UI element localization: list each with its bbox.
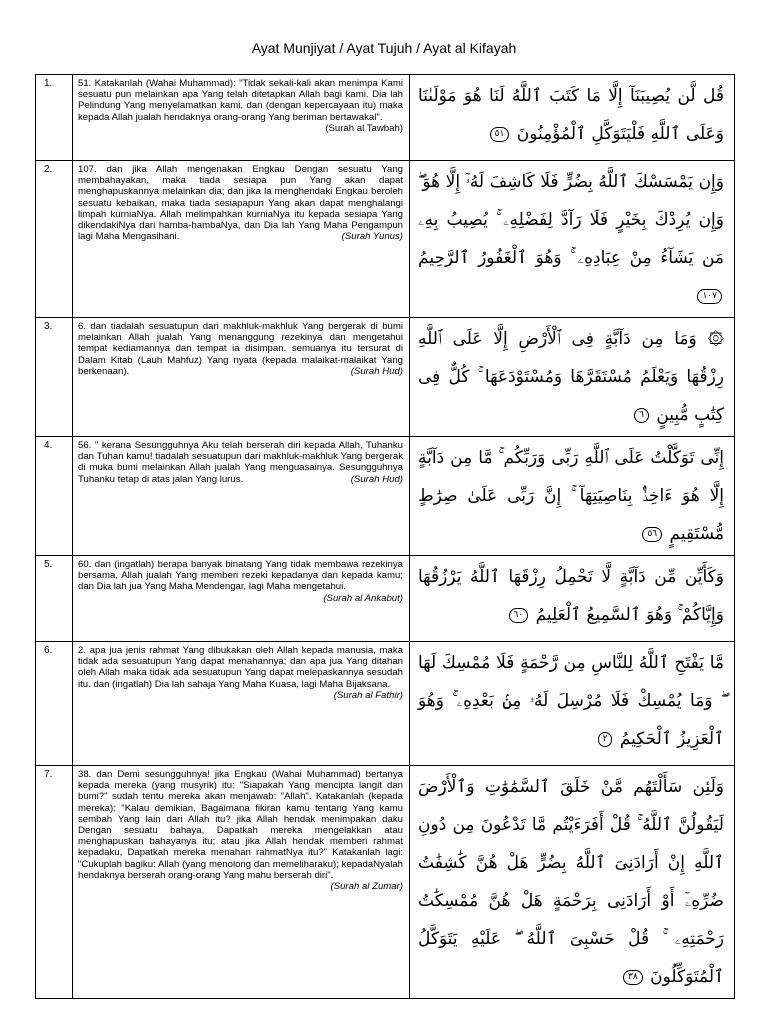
row-number: 5. bbox=[36, 556, 73, 642]
ayat-table-body bbox=[36, 75, 735, 999]
ayah-end-marker: ٥١ bbox=[490, 127, 510, 142]
arabic-verse-cell bbox=[410, 75, 735, 161]
ayah-end-marker: ٣٨ bbox=[623, 970, 643, 985]
table-row bbox=[36, 556, 735, 642]
translation-cell bbox=[73, 75, 410, 161]
surah-source: (Surah al Fathir) bbox=[333, 689, 403, 701]
table-row bbox=[36, 642, 735, 766]
table-row bbox=[36, 75, 735, 161]
surah-source: (Surah Hud) bbox=[350, 473, 403, 485]
translation-text: 2. apa jua jenis rahmat Yang dibukakan oleh Allah kepada manusia, maka tidak ada sesuatupun Yang dapat menahannya; dan apa jua Yang ditahan oleh Allah maka tidak ada sesuatupun Yang dapat melepaskannya sesudah itu. dan (ingatlah) Dia lah sahaja Yang Maha Kuasa, lagi Maha Bijaksana. bbox=[78, 645, 403, 690]
arabic-verse-cell bbox=[410, 766, 735, 999]
row-number: 2. bbox=[36, 161, 73, 318]
ayat-table bbox=[35, 74, 735, 999]
surah-source: (Surah al Ankabut) bbox=[323, 592, 403, 604]
table-row bbox=[36, 766, 735, 999]
translation-cell bbox=[73, 318, 410, 437]
row-number: 6. bbox=[36, 642, 73, 766]
translation-cell bbox=[73, 437, 410, 556]
translation-cell bbox=[73, 556, 410, 642]
arabic-verse-cell bbox=[410, 556, 735, 642]
arabic-verse-cell bbox=[410, 437, 735, 556]
arabic-verse-text: إِنِّى تَوَكَّلْتُ عَلَى ٱللَّهِ رَبِّى وَرَبِّكُم ۚ مَّا مِن دَآبَّةٍ إِلَّا هُوَ ءَاخِذٌۢ بِنَاصِيَتِهَآ ۚ إِنَّ رَبِّى عَلَىٰ صِرَٰطٍ مُّسْتَقِيمٍ bbox=[418, 448, 724, 544]
translation-cell bbox=[73, 161, 410, 318]
ayah-end-marker: ٦٠ bbox=[509, 608, 529, 623]
ayah-end-marker: ٥٦ bbox=[642, 527, 662, 542]
arabic-verse-text: ۞ وَمَا مِن دَآبَّةٍ فِى ٱلْأَرْضِ إِلَّا عَلَى ٱللَّهِ رِزْقُهَا وَيَعْلَمُ مُسْتَقَرَّهَا وَمُسْتَوْدَعَهَا ۚ كُلٌّ فِى كِتَٰبٍ مُّبِينٍ bbox=[418, 329, 724, 425]
arabic-verse-text: وَكَأَيِّن مِّن دَآبَّةٍ لَّا تَحْمِلُ رِزْقَهَا ٱللَّهُ يَرْزُقُهَا وَإِيَّاكُمْ ۚ وَهُوَ ٱلسَّمِيعُ ٱلْعَلِيمُ bbox=[418, 567, 724, 625]
surah-source: (Surah Hud) bbox=[350, 365, 403, 377]
translation-text: 60. dan (ingatlah) berapa banyak binatang Yang tidak membawa rezekinya bersama, Allah jualah Yang memberi rezeki kepadanya dan kepada kamu; dan Dia lah jua Yang Maha Mendengar, lagi Maha mengetahui. bbox=[78, 559, 403, 593]
translation-text: 107. dan jika Allah mengenakan Engkau Dengan sesuatu Yang membahayakan, maka tiada sesiapa pun Yang akan dapat menghapuskannya melainkan dia; dan jika la menghendaki Engkau beroleh sesuatu kebaikan, maka tiada sesiapapun Yang akan dapat menghalangi limpah kurniaNya. Allah melimpahkan kurniaNya itu kepada sesiapa Yang dikendakiNya dari hamba-hambaNya, dan Dia lah Yang Maha Pengampun lagi Maha Mengasihani. bbox=[78, 164, 403, 243]
arabic-verse-cell bbox=[410, 318, 735, 437]
table-row bbox=[36, 161, 735, 318]
translation-cell bbox=[73, 766, 410, 999]
arabic-verse-text: وَلَئِن سَأَلْتَهُم مَّنْ خَلَقَ ٱلسَّمَٰوَٰتِ وَٱلْأَرْضَ لَيَقُولُنَّ ٱللَّهُ ۚ قُلْ أَفَرَءَيْتُم مَّا تَدْعُونَ مِن دُونِ ٱللَّهِ إِنْ أَرَادَنِىَ ٱللَّهُ بِضُرٍّ هَلْ هُنَّ كَٰشِفَٰتُ ضُرِّهِۦٓ أَوْ أَرَادَنِى بِرَحْمَةٍ هَلْ هُنَّ مُمْسِكَٰتُ رَحْمَتِهِۦ ۚ قُلْ حَسْبِىَ ٱللَّهُ ۖ عَلَيْهِ يَتَوَكَّلُ ٱلْمُتَوَكِّلُونَ bbox=[418, 777, 724, 987]
translation-text: 6. dan tiadalah sesuatupun dari makhluk-makhluk Yang bergerak di bumi melainkan Allah jualah Yang menanggung rezekinya dan mengetahui tempat kediamannya dan tempat ia disimpan. semuanya itu tersurat di Dalam Kitab (Lauh Mahfuz) Yang nyata (kepada malaikat-malaikat Yang berkenaan). bbox=[78, 321, 403, 377]
ayah-end-marker: ١٠٧ bbox=[697, 289, 722, 304]
row-number: 3. bbox=[36, 318, 73, 437]
arabic-verse-text: مَّا يَفْتَحِ ٱللَّهُ لِلنَّاسِ مِن رَّحْمَةٍ فَلَا مُمْسِكَ لَهَا ۖ وَمَا يُمْسِكْ فَلَا مُرْسِلَ لَهُۥ مِنۢ بَعْدِهِۦ ۚ وَهُوَ ٱلْعَزِيزُ ٱلْحَكِيمُ bbox=[418, 653, 724, 749]
translation-cell bbox=[73, 642, 410, 766]
ayah-end-marker: ٢ bbox=[598, 732, 613, 747]
ayah-end-marker: ٦ bbox=[634, 408, 649, 423]
arabic-verse-text: قُل لَّن يُصِيبَنَآ إِلَّا مَا كَتَبَ ٱللَّهُ لَنَا هُوَ مَوْلَىٰنَا وَعَلَى ٱللَّهِ فَلْيَتَوَكَّلِ ٱلْمُؤْمِنُونَ bbox=[418, 86, 724, 144]
translation-text: 38. dan Demi sesungguhnya! jika Engkau (Wahai Muhammad) bertanya kepada mereka (yang musyrik) itu: "Siapakah Yang mencipta langit dan bumi?" sudah tentu mereka akan menjawab: "Allah". Katakanlah (kepada mereka): "Kalau demikian, Bagaimana fikiran kamu tentang Yang kamu sembah Yang lain dari Allah itu? jika Allah hendak menimpakan daku Dengan sesuatu bahaya, Dapatkah mereka mengelakkan atau menghapuskan bahayanya itu; atau jika Allah hendak memberi rahmat kepadaku, Dapatkah mereka menahan rahmatNya itu?" Katakanlah lagi: "Cukuplah bagiku: Allah (yang menolong dan memeliharaku); kepadaNyalah hendaknya berserah orang-orang Yang mahu berserah diri". bbox=[78, 769, 403, 881]
arabic-verse-cell bbox=[410, 642, 735, 766]
arabic-verse-cell bbox=[410, 161, 735, 318]
surah-source: (Surah al Tawbah) bbox=[325, 122, 403, 134]
surah-source: (Surah Yunus) bbox=[341, 231, 403, 243]
table-row bbox=[36, 437, 735, 556]
page-title: Ayat Munjiyat / Ayat Tujuh / Ayat al Kifayah bbox=[251, 40, 517, 56]
arabic-verse-text: وَإِن يَمْسَسْكَ ٱللَّهُ بِضُرٍّ فَلَا كَاشِفَ لَهُۥٓ إِلَّا هُوَ ۖ وَإِن يُرِدْكَ بِخَيْرٍ فَلَا رَآدَّ لِفَضْلِهِۦ ۚ يُصِيبُ بِهِۦ مَن يَشَآءُ مِنْ عِبَادِهِۦ ۚ وَهُوَ ٱلْغَفُورُ ٱلرَّحِيمُ bbox=[418, 172, 724, 268]
surah-source: (Surah al Zumar) bbox=[330, 881, 403, 893]
row-number: 7. bbox=[36, 766, 73, 999]
row-number: 1. bbox=[36, 75, 73, 161]
translation-text: 51. Katakanlah (Wahai Muhammad): "Tidak sekali-kali akan menimpa Kami sesuatu pun melainkan apa Yang telah ditetapkan Allah bagi kami. Dia lah Pelindung Yang menyelamatkan kami, dan (dengan kepercayaan itu) maka kepada Allah jualah hendaknya orang-orang Yang beriman bertawakal". bbox=[78, 78, 403, 123]
table-row bbox=[36, 318, 735, 437]
translation-text: 56. " kerana Sesungguhnya Aku telah berserah diri kepada Allah, Tuhanku dan Tuhan kamu! tiadalah sesuatupun dari makhluk-makhluk Yang bergerak di muka bumi melainkan Allah jualah Yang menguasainya. Sesungguhnya Tuhanku tetap di atas jalan Yang lurus. bbox=[78, 440, 403, 485]
row-number: 4. bbox=[36, 437, 73, 556]
